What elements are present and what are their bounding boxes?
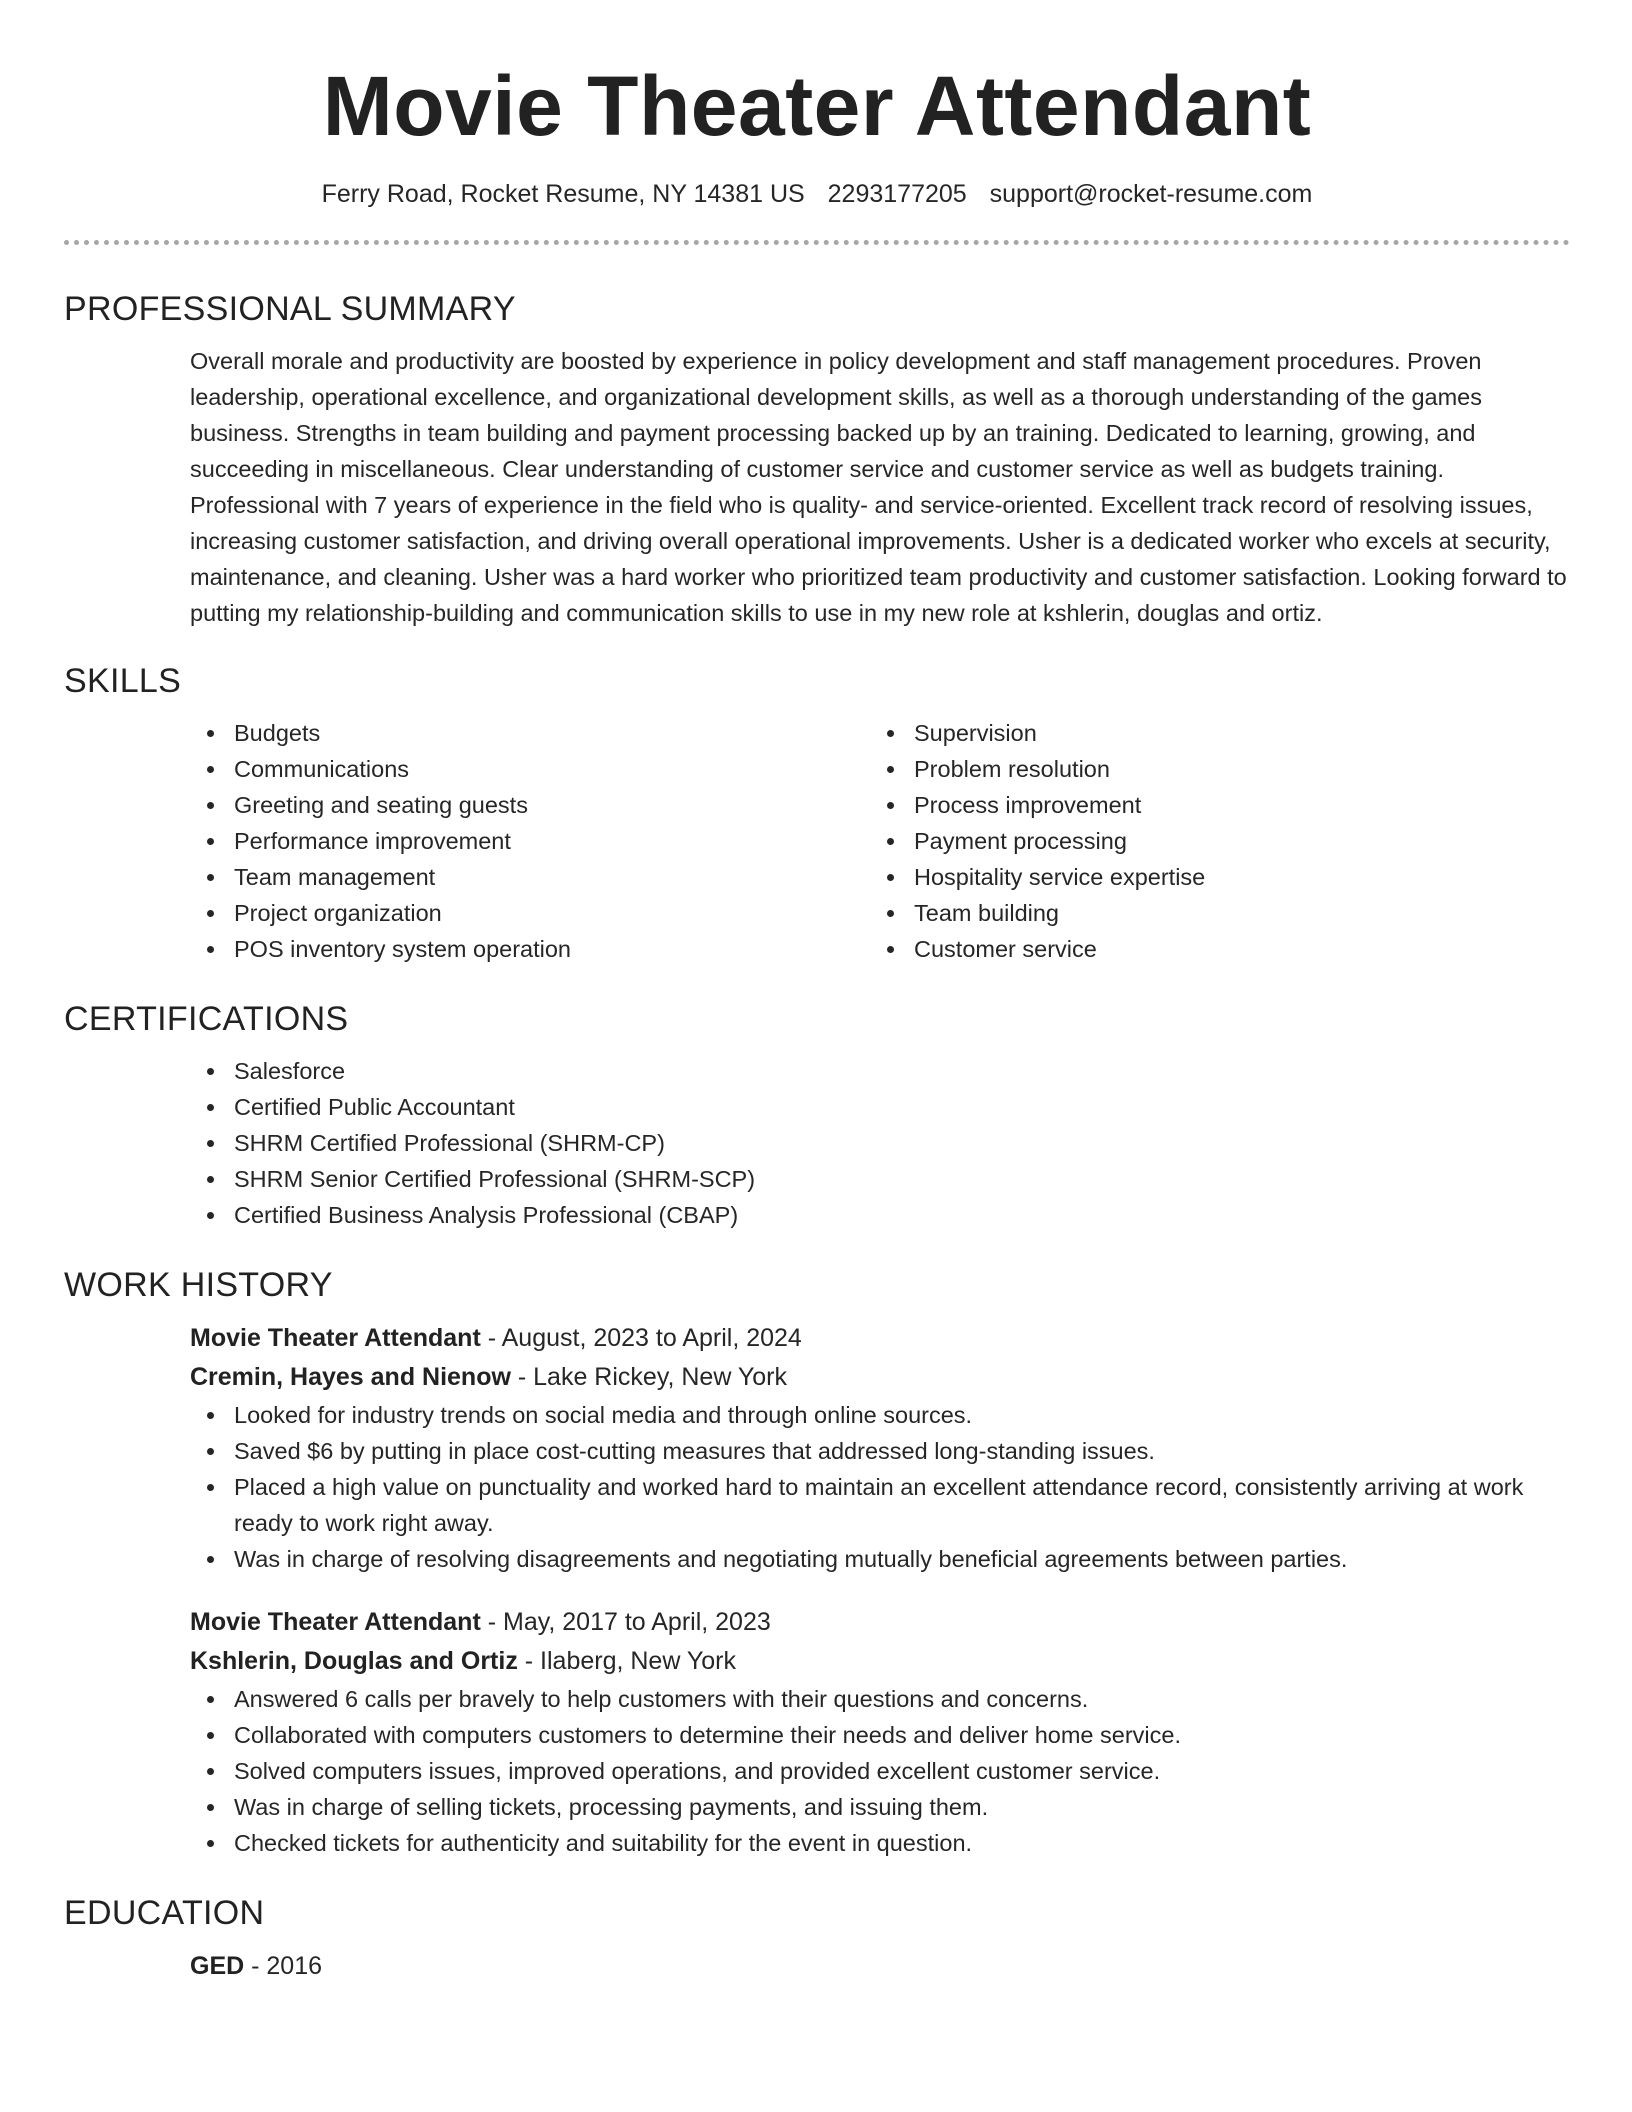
certification-item: SHRM Senior Certified Professional (SHRM-SCP) [190,1161,1570,1197]
skill-item: Process improvement [870,787,1550,823]
job-duty: Looked for industry trends on social media and through online sources. [190,1397,1570,1433]
job-duty: Was in charge of selling tickets, processing payments, and issuing them. [190,1789,1570,1825]
certifications-list [190,1053,1570,1233]
skills-section [190,715,1570,967]
job-duty: Answered 6 calls per bravely to help customers with their questions and concerns. [190,1681,1570,1717]
job-dates: - August, 2023 to April, 2024 [480,1324,802,1352]
certification-item: Certified Public Accountant [190,1089,1570,1125]
skill-item: POS inventory system operation [190,931,870,967]
job-role: Movie Theater Attendant [190,1608,481,1636]
job-role: Movie Theater Attendant [190,1324,481,1352]
skill-item: Team building [870,895,1550,931]
certification-item: SHRM Certified Professional (SHRM-CP) [190,1125,1570,1161]
contact-line [64,176,1570,212]
job-duty: Solved computers issues, improved operations, and provided excellent customer service. [190,1753,1570,1789]
education-section [190,1947,1570,1986]
certifications-section [190,1053,1570,1233]
job-entry [190,1319,1570,1577]
job-duty: Checked tickets for authenticity and suitability for the event in question. [190,1825,1570,1861]
work-history-section [190,1319,1570,1861]
job-company: Kshlerin, Douglas and Ortiz [190,1647,518,1675]
job-duty: Placed a high value on punctuality and worked hard to maintain an excellent attendance record, consistently arriving at work ready to work right away. [190,1469,1570,1541]
job-duties-list [190,1681,1570,1861]
skills-heading: SKILLS [64,662,182,700]
work-history-heading: WORK HISTORY [64,1266,333,1304]
job-entry [190,1603,1570,1861]
job-company: Cremin, Hayes and Nienow [190,1363,511,1391]
job-duty: Collaborated with computers customers to determine their needs and deliver home service. [190,1717,1570,1753]
skills-list-right [870,715,1550,967]
skill-item: Project organization [190,895,870,931]
header-divider [64,240,1570,245]
contact-phone: 2293177205 [827,180,967,208]
skill-item: Performance improvement [190,823,870,859]
job-company-line [190,1642,1570,1681]
job-title-line [190,1319,1570,1358]
contact-email: support@rocket-resume.com [989,180,1313,208]
education-heading: EDUCATION [64,1894,265,1932]
candidate-name: Movie Theater Attendant [322,59,1312,153]
summary-text: Overall morale and productivity are boosted by experience in policy development and staff management procedures. Proven leadership, operational excellence, and organizational development skills, as well as a thorough understanding of the games business. Strengths in team building and payment processing backed up by an training. Dedicated to learning, growing, and succeeding in miscellaneous. Clear understanding of customer service and customer service as well as budgets training. Professional with 7 years of experience in the field who is quality- and service-oriented. Excellent track record of resolving issues, increasing customer satisfaction, and driving overall operational improvements. Usher is a dedicated worker who excels at security, maintenance, and cleaning. Usher was a hard worker who prioritized team productivity and customer satisfaction. Looking forward to putting my relationship-building and communication skills to use in my new role at kshlerin, douglas and ortiz. [190,348,1567,626]
skill-item: Team management [190,859,870,895]
skill-item: Greeting and seating guests [190,787,870,823]
skill-item: Hospitality service expertise [870,859,1550,895]
skill-item: Budgets [190,715,870,751]
certification-item: Certified Business Analysis Professional (CBAP) [190,1197,1570,1233]
skill-item: Communications [190,751,870,787]
education-year: - 2016 [244,1952,323,1980]
job-duties-list [190,1397,1570,1577]
education-degree: GED [190,1952,245,1980]
skill-item: Customer service [870,931,1550,967]
education-line [190,1947,1570,1986]
job-company-line [190,1358,1570,1397]
job-title-line [190,1603,1570,1642]
job-location: - Lake Rickey, New York [510,1363,787,1391]
job-duty: Saved $6 by putting in place cost-cutting measures that addressed long-standing issues. [190,1433,1570,1469]
contact-address: Ferry Road, Rocket Resume, NY 14381 US [321,180,805,208]
job-duty: Was in charge of resolving disagreements and negotiating mutually beneficial agreements between parties. [190,1541,1570,1577]
skills-list-left [190,715,870,967]
certifications-heading: CERTIFICATIONS [64,1000,349,1038]
certification-item: Salesforce [190,1053,1570,1089]
skill-item: Supervision [870,715,1550,751]
summary-section [190,343,1570,631]
job-dates: - May, 2017 to April, 2023 [480,1608,771,1636]
summary-heading: PROFESSIONAL SUMMARY [64,290,516,328]
resume-page [64,0,1570,1986]
skill-item: Payment processing [870,823,1550,859]
job-location: - Ilaberg, New York [517,1647,736,1675]
skill-item: Problem resolution [870,751,1550,787]
